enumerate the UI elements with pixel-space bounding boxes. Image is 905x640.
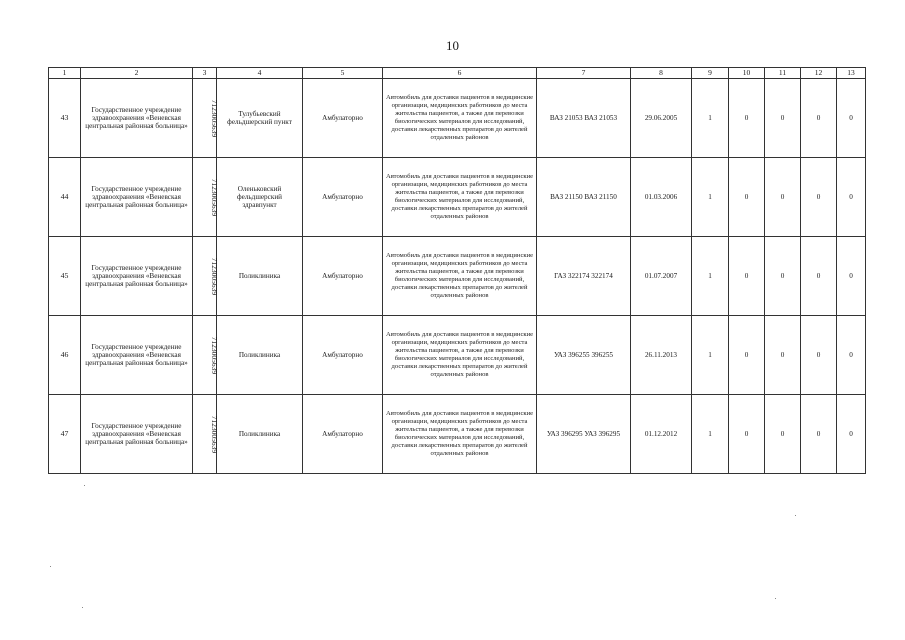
code-cell	[193, 395, 220, 474]
value-cell: 1	[692, 158, 729, 237]
column-header: 3	[193, 68, 217, 79]
code-text: 7123005639	[210, 415, 220, 453]
value-cell: 0	[765, 316, 801, 395]
column-header: 2	[81, 68, 193, 79]
value-cell: 0	[837, 79, 866, 158]
row-number: 47	[49, 395, 81, 474]
purpose-cell: Автомобиль для доставки пациентов в медицинские организации, медицинских работников до места жительства пациентов, а также для перевозки биологических материалов для исследований, доставки лекарственных препаратов до жителей отдаленных районов	[383, 79, 537, 158]
value-cell: 0	[729, 79, 765, 158]
value-cell: 0	[837, 395, 866, 474]
scan-speck	[775, 598, 776, 599]
value-cell: 1	[692, 79, 729, 158]
column-header: 12	[801, 68, 837, 79]
care-type-cell: Амбулаторно	[303, 79, 383, 158]
date-cell: 26.11.2013	[631, 316, 692, 395]
unit-cell: Тулубьевский фельдшерский пункт	[217, 79, 303, 158]
code-cell	[193, 158, 220, 237]
organization-cell: Государственное учреждение здравоохранения «Веневская центральная районная больница»	[81, 237, 193, 316]
column-header: 5	[303, 68, 383, 79]
value-cell: 0	[729, 395, 765, 474]
value-cell: 0	[729, 316, 765, 395]
value-cell: 0	[765, 79, 801, 158]
date-cell: 29.06.2005	[631, 79, 692, 158]
column-header: 13	[837, 68, 866, 79]
code-cell	[193, 316, 220, 395]
date-cell: 01.07.2007	[631, 237, 692, 316]
vehicle-cell: ГАЗ 322174 322174	[537, 237, 631, 316]
column-header: 9	[692, 68, 729, 79]
row-number: 46	[49, 316, 81, 395]
row-number: 43	[49, 79, 81, 158]
column-header: 7	[537, 68, 631, 79]
code-cell	[193, 237, 220, 316]
care-type-cell: Амбулаторно	[303, 316, 383, 395]
page-number: 10	[446, 38, 459, 53]
column-header: 6	[383, 68, 537, 79]
column-header: 1	[49, 68, 81, 79]
vehicle-cell: УАЗ 396295 УАЗ 396295	[537, 395, 631, 474]
value-cell: 0	[765, 395, 801, 474]
purpose-cell: Автомобиль для доставки пациентов в медицинские организации, медицинских работников до места жительства пациентов, а также для перевозки биологических материалов для исследований, доставки лекарственных препаратов до жителей отдаленных районов	[383, 395, 537, 474]
code-text: 7123005639	[210, 99, 220, 137]
care-type-cell: Амбулаторно	[303, 237, 383, 316]
code-text: 7123005639	[210, 257, 220, 295]
column-header: 11	[765, 68, 801, 79]
value-cell: 0	[729, 158, 765, 237]
vehicle-cell: ВАЗ 21053 ВАЗ 21053	[537, 79, 631, 158]
care-type-cell: Амбулаторно	[303, 395, 383, 474]
purpose-cell: Автомобиль для доставки пациентов в медицинские организации, медицинских работников до места жительства пациентов, а также для перевозки биологических материалов для исследований, доставки лекарственных препаратов до жителей отдаленных районов	[383, 237, 537, 316]
column-number-row	[49, 68, 866, 79]
value-cell: 0	[801, 316, 837, 395]
purpose-cell: Автомобиль для доставки пациентов в медицинские организации, медицинских работников до места жительства пациентов, а также для перевозки биологических материалов для исследований, доставки лекарственных препаратов до жителей отдаленных районов	[383, 158, 537, 237]
organization-cell: Государственное учреждение здравоохранения «Веневская центральная районная больница»	[81, 316, 193, 395]
scan-speck	[82, 607, 83, 608]
table-row	[49, 158, 866, 237]
date-cell: 01.12.2012	[631, 395, 692, 474]
purpose-cell: Автомобиль для доставки пациентов в медицинские организации, медицинских работников до места жительства пациентов, а также для перевозки биологических материалов для исследований, доставки лекарственных препаратов до жителей отдаленных районов	[383, 316, 537, 395]
table-row	[49, 316, 866, 395]
row-number: 44	[49, 158, 81, 237]
code-text: 7123005639	[210, 178, 220, 216]
unit-cell: Оленьковский фельдшерский здравпункт	[217, 158, 303, 237]
column-header: 8	[631, 68, 692, 79]
value-cell: 0	[801, 158, 837, 237]
unit-cell: Поликлиника	[217, 395, 303, 474]
value-cell: 0	[729, 237, 765, 316]
unit-cell: Поликлиника	[217, 316, 303, 395]
value-cell: 0	[837, 316, 866, 395]
scan-speck	[50, 566, 51, 567]
date-cell: 01.03.2006	[631, 158, 692, 237]
value-cell: 0	[765, 237, 801, 316]
vehicle-cell: ВАЗ 21150 ВАЗ 21150	[537, 158, 631, 237]
vehicle-cell: УАЗ 396255 396255	[537, 316, 631, 395]
value-cell: 1	[692, 237, 729, 316]
table-row	[49, 237, 866, 316]
value-cell: 0	[801, 237, 837, 316]
column-header: 10	[729, 68, 765, 79]
scan-speck	[795, 515, 796, 516]
column-header: 4	[217, 68, 303, 79]
value-cell: 0	[837, 237, 866, 316]
unit-cell: Поликлиника	[217, 237, 303, 316]
scan-speck	[84, 485, 85, 486]
value-cell: 0	[801, 79, 837, 158]
care-type-cell: Амбулаторно	[303, 158, 383, 237]
table-row	[49, 79, 866, 158]
organization-cell: Государственное учреждение здравоохранения «Веневская центральная районная больница»	[81, 79, 193, 158]
row-number: 45	[49, 237, 81, 316]
vehicle-table	[48, 67, 866, 474]
code-text: 7123005639	[210, 336, 220, 374]
organization-cell: Государственное учреждение здравоохранения «Веневская центральная районная больница»	[81, 395, 193, 474]
value-cell: 0	[765, 158, 801, 237]
organization-cell: Государственное учреждение здравоохранения «Веневская центральная районная больница»	[81, 158, 193, 237]
table-row	[49, 395, 866, 474]
code-cell	[193, 79, 220, 158]
value-cell: 1	[692, 316, 729, 395]
value-cell: 0	[837, 158, 866, 237]
value-cell: 0	[801, 395, 837, 474]
value-cell: 1	[692, 395, 729, 474]
